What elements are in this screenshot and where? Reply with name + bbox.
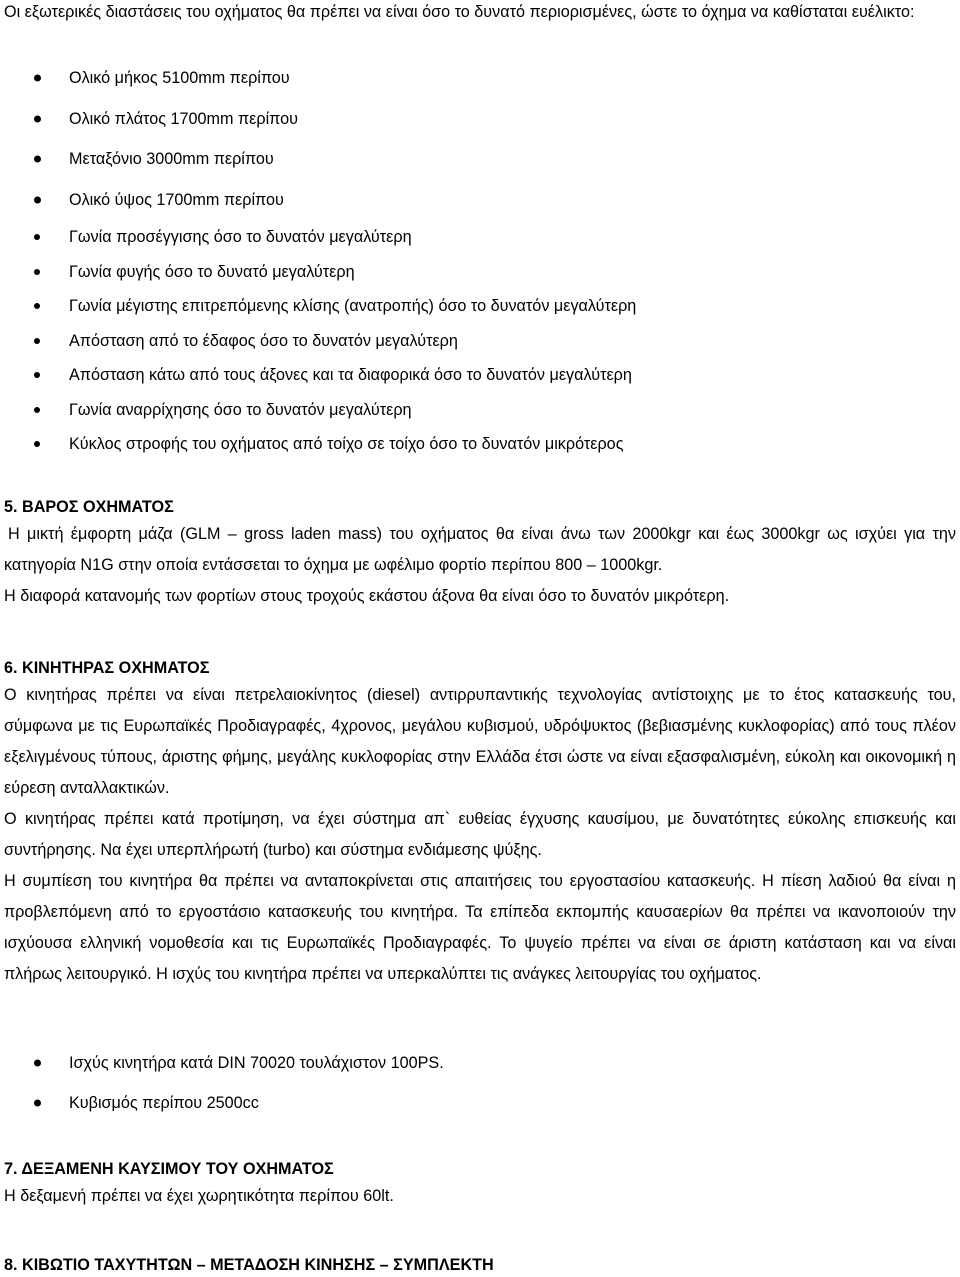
bullet-icon [34,269,40,275]
bullet-icon [34,234,40,240]
paragraph: Ο κινητήρας πρέπει κατά προτίμηση, να έχει σύστημα απ` ευθείας έγχυσης καυσίμου, με δυνατότητες εύκολης επισκευής και συντήρησης. Να έχει υπερπλήρωτή (turbo) και σύστημα ενδιάμεσης ψύξης. [4,810,956,859]
paragraph: Η μικτή έμφορτη μάζα (GLM – gross laden mass) του οχήματος θα είναι άνω των 2000kgr και έως 3000kgr ως ισχύει για την κατηγορία N1G στην οποία εντάσσεται το όχημα με ωφέλιμο φορτίο περίπου 800 – 1000kgr. [4,525,956,574]
list-item: Μεταξόνιο 3000mm περίπου [0,139,636,180]
list-item: Απόσταση κάτω από τους άξονες και τα διαφορικά όσο το δυνατόν μεγαλύτερη [0,358,636,393]
dimensions-list [0,58,636,462]
bullet-icon [34,407,40,413]
list-item: Γωνία αναρρίχησης όσο το δυνατόν μεγαλύτερη [0,393,636,428]
section-engine [4,656,956,990]
bullet-icon [34,303,40,309]
section-heading: 5. ΒΑΡΟΣ ΟΧΗΜΑΤΟΣ [4,498,174,516]
intro-paragraph: Οι εξωτερικές διαστάσεις του οχήματος θα πρέπει να είναι όσο το δυνατό περιορισμένες, ώστε το όχημα να καθίσταται ευέλικτο: [4,3,915,21]
bullet-icon [34,156,41,163]
engine-specs-list [0,1043,444,1123]
section-heading: 6. ΚΙΝΗΤΗΡΑΣ ΟΧΗΜΑΤΟΣ [4,659,210,677]
list-item: Γωνία μέγιστης επιτρεπόμενης κλίσης (ανατροπής) όσο το δυνατόν μεγαλύτερη [0,289,636,324]
list-item: Γωνία φυγής όσο το δυνατό μεγαλύτερη [0,255,636,290]
list-item: Απόσταση από το έδαφος όσο το δυνατόν μεγαλύτερη [0,324,636,359]
bullet-icon [34,338,40,344]
list-item: Ολικό ύψος 1700mm περίπου [0,180,636,221]
section-weight [4,495,956,612]
list-item: Ολικό μήκος 5100mm περίπου [0,58,636,99]
list-item: Ισχύς κινητήρα κατά DIN 70020 τουλάχιστον 100PS. [0,1043,444,1083]
bullet-icon [34,115,41,122]
paragraph: Η διαφορά κατανομής των φορτίων στους τροχούς εκάστου άξονα θα είναι όσο το δυνατόν μικρότερη. [4,587,730,605]
list-item: Ολικό πλάτος 1700mm περίπου [0,99,636,140]
bullet-icon [34,372,40,378]
paragraph: Η δεξαμενή πρέπει να έχει χωρητικότητα περίπου 60lt. [4,1187,394,1205]
bullet-icon [34,75,41,82]
bullet-icon [34,196,41,203]
paragraph: Ο κινητήρας πρέπει να είναι πετρελαιοκίνητος (diesel) αντιρρυπαντικής τεχνολογίας αντίστοιχης με το έτος κατασκευής του, σύμφωνα με τις Ευρωπαϊκές Προδιαγραφές, 4χρονος, μεγάλου κυβισμού, υδρόψυκτος (βεβιασμένης κυκλοφορίας) από τους πλέον εξελιγμένους τύπους, άριστης φήμης, μεγάλης κυκλοφορίας στην Ελλάδα έτσι ώστε να είναι εξασφαλισμένη, εύκολη και οικονομική η εύρεση ανταλλακτικών. [4,686,956,797]
section-gearbox [4,1253,956,1277]
section-fuel-tank [4,1157,956,1212]
paragraph: Η συμπίεση του κινητήρα θα πρέπει να ανταποκρίνεται στις απαιτήσεις του εργοστασίου κατασκευής. Η πίεση λαδιού θα είναι η προβλεπόμενη από το εργοστάσιο κατασκευής του κινητήρα. Τα επίπεδα εκπομπής καυσαερίων θα πρέπει να ικανοποιούν την ισχύουσα ελληνική νομοθεσία και τις Ευρωπαϊκές Προδιαγραφές. Το ψυγείο πρέπει να είναι σε άριστη κατάσταση και να είναι πλήρως λειτουργικό. Η ισχύς του κινητήρα πρέπει να υπερκαλύπτει τις ανάγκες λειτουργίας του οχήματος. [4,872,956,983]
bullet-icon [34,441,40,447]
list-item: Κυβισμός περίπου 2500cc [0,1083,444,1123]
list-item: Κύκλος στροφής του οχήματος από τοίχο σε τοίχο όσο το δυνατόν μικρότερος [0,427,636,462]
section-heading: 7. ΔΕΞΑΜΕΝΗ ΚΑΥΣΙΜΟΥ ΤΟΥ ΟΧΗΜΑΤΟΣ [4,1160,334,1178]
list-item: Γωνία προσέγγισης όσο το δυνατόν μεγαλύτερη [0,220,636,255]
bullet-icon [34,1060,41,1067]
section-heading: 8. ΚΙΒΩΤΙΟ ΤΑΧΥΤΗΤΩΝ – ΜΕΤΑΔΟΣΗ ΚΙΝΗΣΗΣ – ΣΥΜΠΛΕΚΤΗ [4,1256,494,1274]
bullet-icon [34,1100,41,1107]
